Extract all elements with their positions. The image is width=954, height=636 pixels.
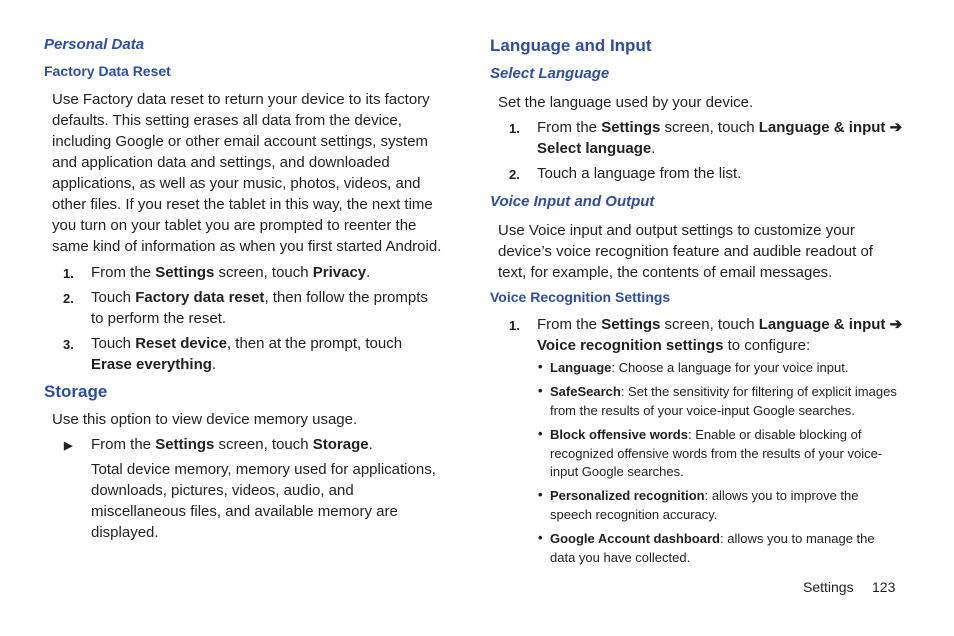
storage-intro: Use this option to view device memory usage. — [52, 411, 358, 428]
bullet-dot-icon: • — [538, 383, 543, 398]
storage-heading: Storage — [44, 382, 108, 401]
voice-io-heading: Voice Input and Output — [490, 193, 655, 210]
factory-reset-heading: Factory Data Reset — [44, 63, 171, 79]
select-step-2: Touch a language from the list. — [537, 165, 742, 182]
step-number: 1. — [509, 318, 520, 333]
step-number: 2. — [63, 291, 74, 306]
factory-step-1: From the Settings screen, touch Privacy. — [91, 264, 371, 281]
storage-note: Total device memory, memory used for applications, downloads, pictures, videos, audio, and miscellaneous files, and available memory are displayed. — [91, 461, 436, 541]
factory-step-2: Touch Factory data reset, then follow the prompts to perform the reset. — [91, 289, 428, 327]
bullet-personalized: Personalized recognition: allows you to improve the speech recognition accuracy. — [550, 488, 859, 522]
factory-step-3: Touch Reset device, then at the prompt, touch Erase everything. — [91, 335, 403, 373]
bullet-dot-icon: • — [538, 487, 543, 502]
step-number: 3. — [63, 337, 74, 352]
factory-reset-intro: Use Factory data reset to return your device to its factory defaults. This setting erases all data from the device, including Google or other email account settings, system and application data and settings, and downloaded applications, as well as your music, photos, videos, and other files. If you reset the tablet in this way, the next time you turn on your tablet you are prompted to reenter the same kind of information as when you first started Android. — [52, 91, 442, 255]
voice-recognition-heading: Voice Recognition Settings — [490, 289, 671, 305]
bullet-safesearch: SafeSearch: Set the sensitivity for filtering of explicit images from the results of your voice-input Google searches. — [550, 384, 897, 418]
voice-io-intro: Use Voice input and output settings to customize your device’s voice recognition feature and audible readout of text, for example, the contents of email messages. — [498, 222, 873, 281]
step-number: 1. — [509, 121, 520, 136]
footer-section: Settings — [803, 579, 854, 595]
select-step-1: From the Settings screen, touch Language & input ➔ Select language. — [537, 119, 903, 157]
bullet-language: Language: Choose a language for your voice input. — [550, 360, 849, 375]
step-number: 2. — [509, 167, 520, 182]
voice-step-1: From the Settings screen, touch Language & input ➔ Voice recognition settings to configure: — [537, 316, 903, 354]
bullet-dashboard: Google Account dashboard: allows you to manage the data you have collected. — [550, 531, 875, 565]
bullet-dot-icon: • — [538, 359, 543, 374]
bullet-block-offensive: Block offensive words: Enable or disable blocking of recognized offensive words from the results of your voice-input Google searches. — [550, 427, 883, 479]
triangle-bullet-icon: ▶ — [64, 440, 73, 452]
select-language-intro: Set the language used by your device. — [498, 94, 754, 111]
bullet-dot-icon: • — [538, 530, 543, 545]
select-language-heading: Select Language — [490, 65, 610, 82]
bullet-dot-icon: • — [538, 426, 543, 441]
personal-data-heading: Personal Data — [44, 36, 145, 53]
step-number: 1. — [63, 266, 74, 281]
language-input-heading: Language and Input — [490, 36, 652, 55]
page-number: 123 — [872, 579, 896, 595]
storage-step: From the Settings screen, touch Storage. — [91, 436, 373, 453]
